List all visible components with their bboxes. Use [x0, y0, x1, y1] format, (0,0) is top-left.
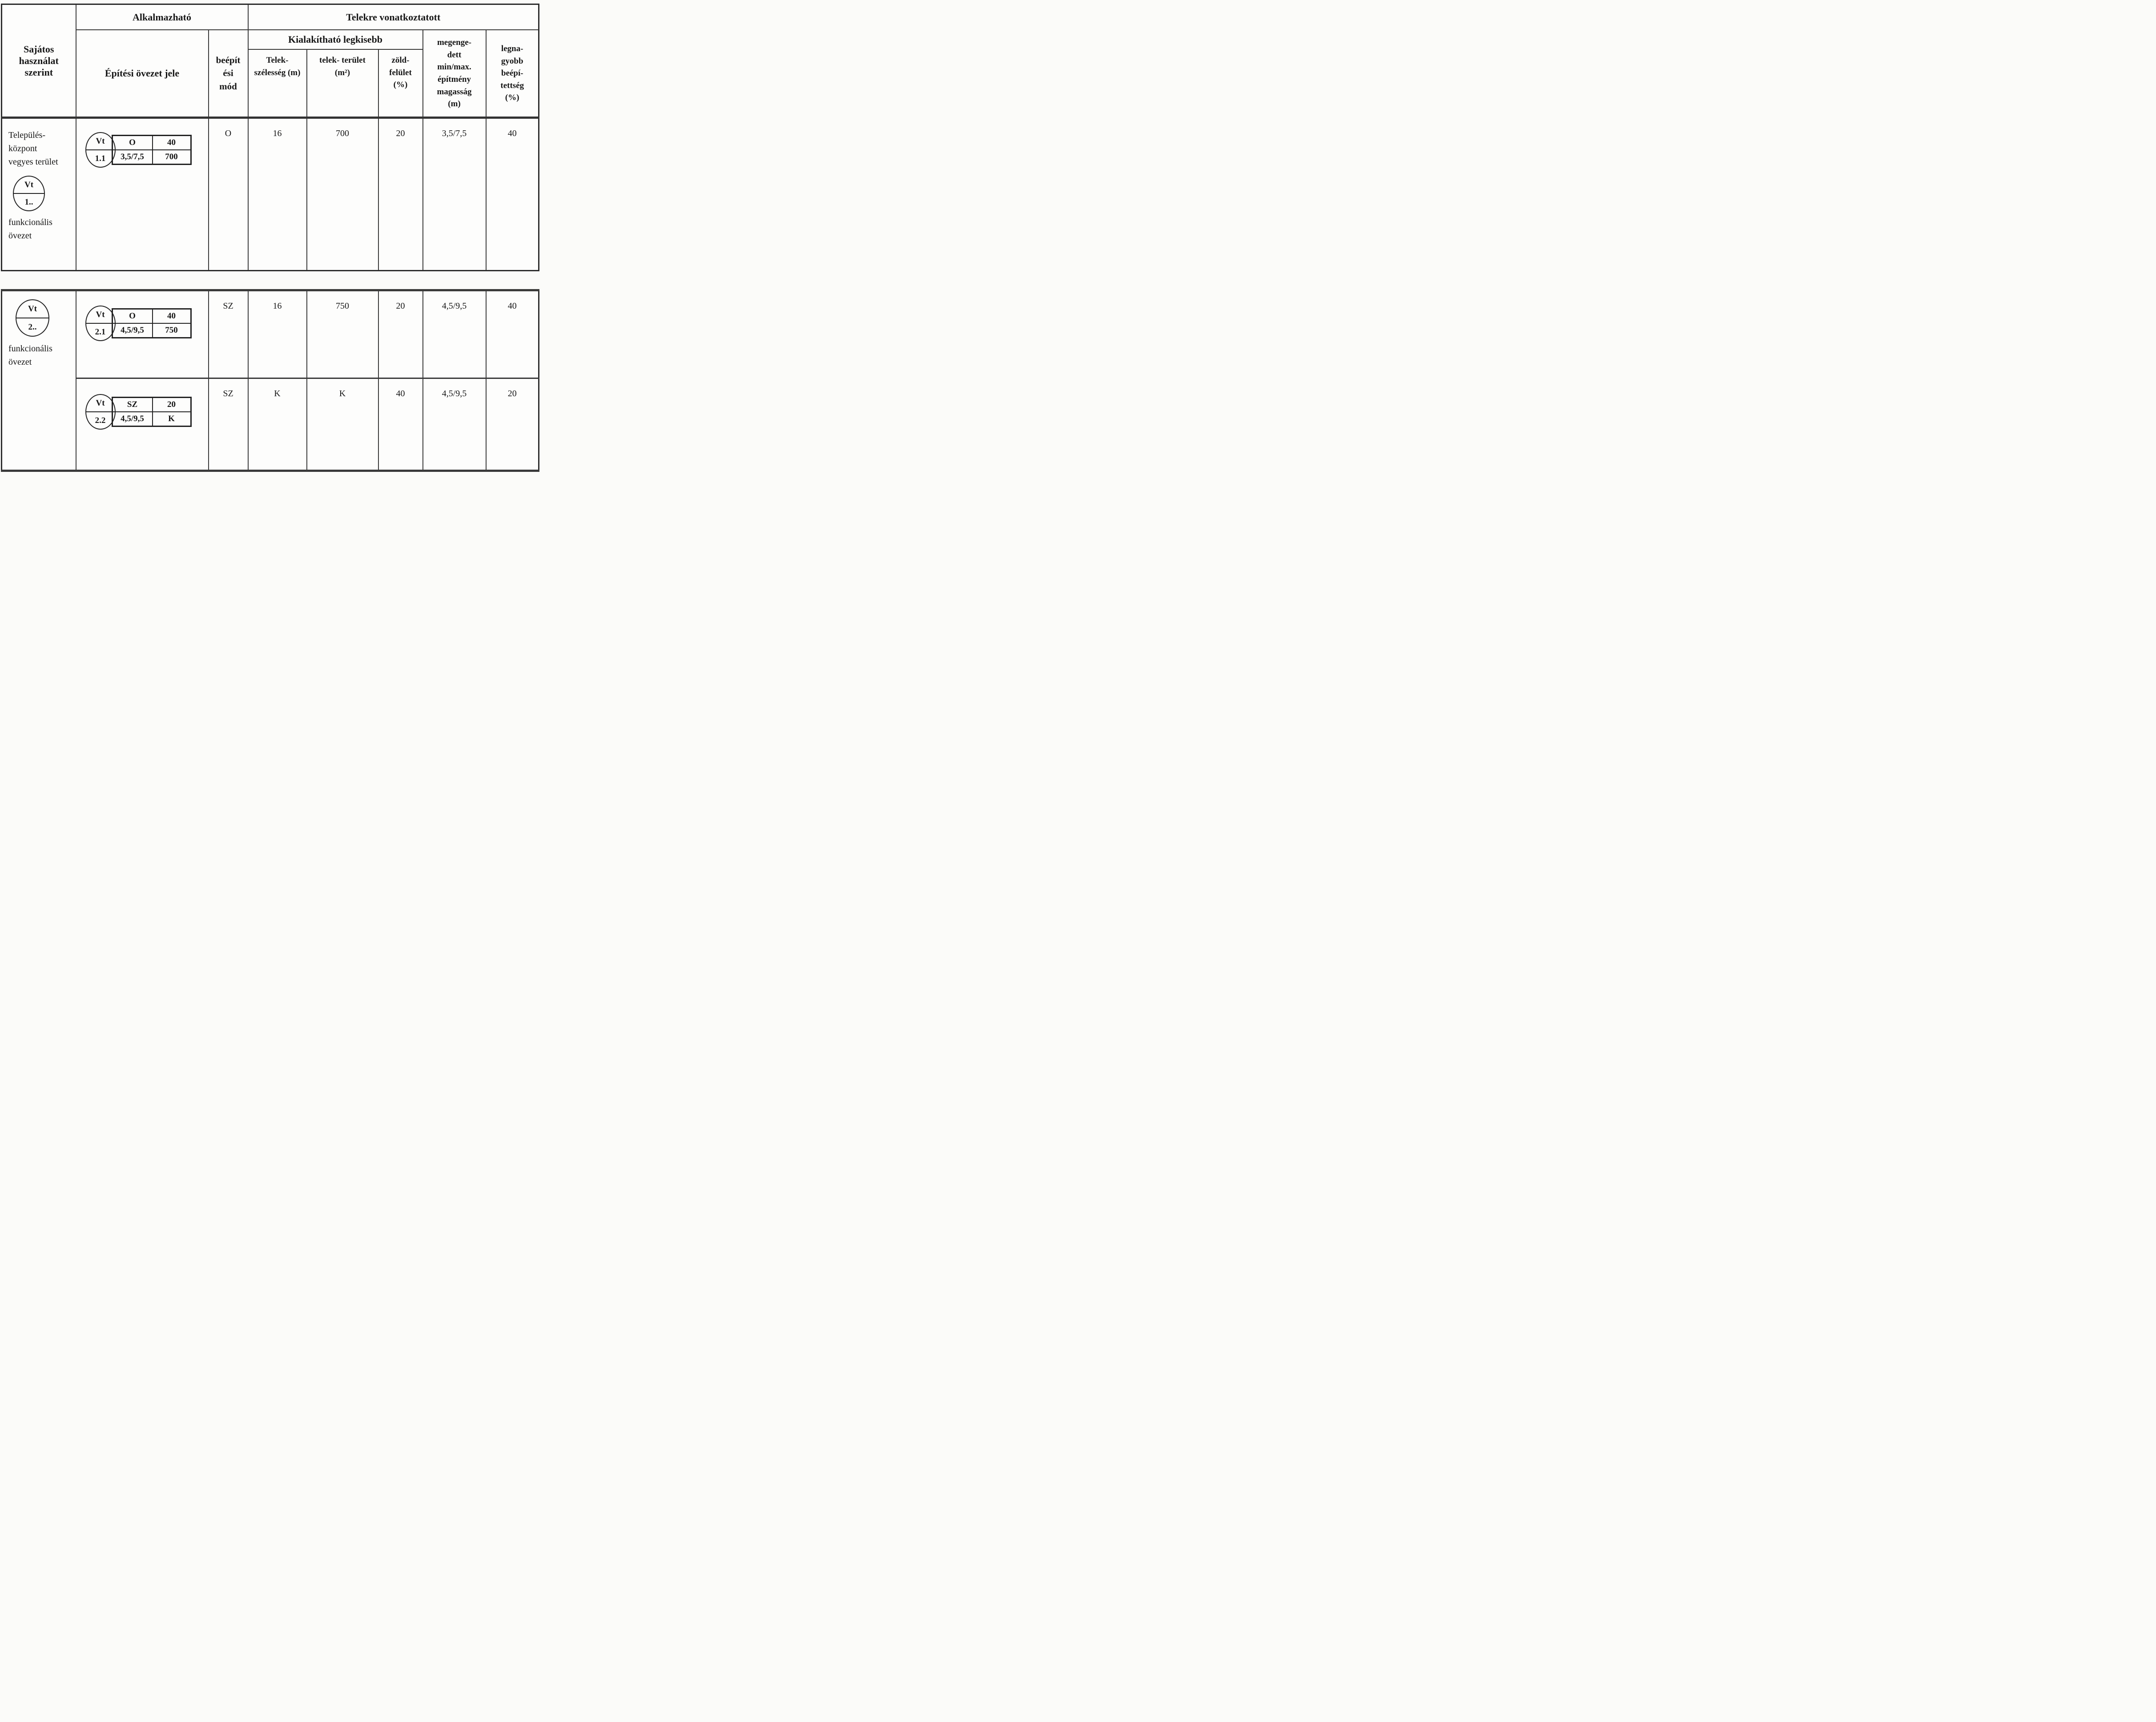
value-max-coverage: 20 [486, 378, 539, 471]
zone-sign-cell-vt-2-1 [76, 290, 209, 378]
value-green-surface: 40 [378, 378, 423, 471]
zone-sign-circle-top: Vt [96, 398, 105, 408]
header-cell-building-height [423, 30, 486, 118]
header-label-zone-sign: Építési övezet jele [105, 68, 180, 79]
header-cell-min-formable [248, 30, 423, 49]
value-building-height: 3,5/7,5 [423, 118, 486, 271]
header-cell-plot-related [248, 4, 539, 30]
zone-sign-cell-vt-2-2 [76, 378, 209, 471]
header-cell-special-use [2, 4, 76, 118]
zone-sign-circle-bottom: 2.1 [86, 323, 115, 340]
header-cell-max-coverage [486, 30, 539, 118]
zone-sign-circle-bottom: 1.1 [86, 149, 115, 167]
header-cell-plot-area [307, 49, 378, 118]
zone-sign-circle-bottom: 2.2 [86, 411, 115, 429]
zone-sign-grid-cell: 20 [153, 398, 191, 412]
header-label-plot-area: telek- terület (m²) [319, 56, 366, 77]
header-cell-applicable [76, 4, 248, 30]
zone-sign-grid-cell: K [153, 412, 191, 426]
zone-sign-grid-cell: SZ [113, 398, 153, 412]
zone-sign-grid-cell: 40 [153, 136, 191, 150]
zone-sign-circle-top: Vt [96, 310, 105, 319]
zone-circle-top-label: Vt [24, 180, 34, 189]
zoning-table-2 [1, 289, 539, 472]
zone-sign-vt-2-2 [85, 394, 192, 430]
header-cell-plot-width [248, 49, 307, 118]
usage-cell-vt1 [2, 118, 76, 271]
zone-sign-grid-cell: O [113, 136, 153, 150]
header-label-building-height: megenge- dett min/max. építmény magasság (m) [437, 38, 472, 109]
zone-circle-bottom-label: 1.. [14, 193, 44, 210]
zone-circle-bottom-label: 2.. [16, 318, 48, 336]
value-building-mode: O [209, 118, 248, 271]
value-building-mode: SZ [209, 378, 248, 471]
value-green-surface: 20 [378, 290, 423, 378]
header-label-green-surface: zöld- felület (%) [389, 56, 412, 90]
header-label-applicable: Alkalmazható [133, 11, 191, 23]
header-cell-green-surface [378, 49, 423, 118]
vt1-zone-circle-symbol [13, 176, 45, 211]
zone-sign-grid-cell: 700 [153, 150, 191, 164]
header-label-min-formable: Kialakítható legkisebb [288, 34, 383, 45]
value-building-mode: SZ [209, 290, 248, 378]
zone-sign-circle [85, 306, 116, 341]
zone-sign-grid-cell: O [113, 309, 153, 323]
value-max-coverage: 40 [486, 290, 539, 378]
zone-sign-grid [112, 135, 192, 165]
zone-circle-top-label: Vt [28, 304, 37, 314]
value-plot-area: K [307, 378, 378, 471]
value-plot-area: 750 [307, 290, 378, 378]
zone-sign-grid-cell: 3,5/7,5 [113, 150, 153, 164]
zone-sign-grid [112, 308, 192, 338]
value-plot-width: 16 [248, 118, 307, 271]
vt2-zone-circle-symbol [16, 299, 49, 337]
zone-sign-grid-cell: 40 [153, 309, 191, 323]
value-plot-width: K [248, 378, 307, 471]
usage-title: Település- központ vegyes terület [8, 130, 58, 167]
usage-subtitle: funkcionális övezet [8, 344, 52, 367]
header-label-building-mode: beépít ési mód [216, 54, 241, 92]
value-green-surface: 20 [378, 118, 423, 271]
value-building-height: 4,5/9,5 [423, 378, 486, 471]
value-plot-width: 16 [248, 290, 307, 378]
usage-cell-vt2 [2, 290, 76, 471]
header-cell-zone-sign [76, 30, 209, 118]
zone-sign-grid-cell: 4,5/9,5 [113, 412, 153, 426]
zoning-table-1 [1, 4, 539, 271]
zone-sign-vt-1-1 [85, 132, 192, 168]
value-plot-area: 700 [307, 118, 378, 271]
value-building-height: 4,5/9,5 [423, 290, 486, 378]
header-label-plot-related: Telekre vonatkoztatott [346, 11, 441, 23]
zone-sign-vt-2-1 [85, 306, 192, 341]
header-label-special-use: Sajátos használat szerint [19, 43, 59, 78]
zone-sign-grid-cell: 750 [153, 323, 191, 338]
value-max-coverage: 40 [486, 118, 539, 271]
scanned-document-page [0, 0, 539, 430]
zone-sign-circle [85, 132, 116, 168]
zone-sign-grid [112, 397, 192, 427]
zone-sign-circle [85, 394, 116, 430]
header-cell-building-mode [209, 30, 248, 118]
zone-sign-cell-vt-1-1 [76, 118, 209, 271]
usage-subtitle: funkcionális övezet [8, 217, 52, 241]
header-label-plot-width: Telek- szélesség (m) [254, 56, 301, 77]
zone-sign-circle-top: Vt [96, 136, 105, 146]
zone-sign-grid-cell: 4,5/9,5 [113, 323, 153, 338]
header-label-max-coverage: legna- gyobb beépí- tettség (%) [500, 44, 524, 103]
